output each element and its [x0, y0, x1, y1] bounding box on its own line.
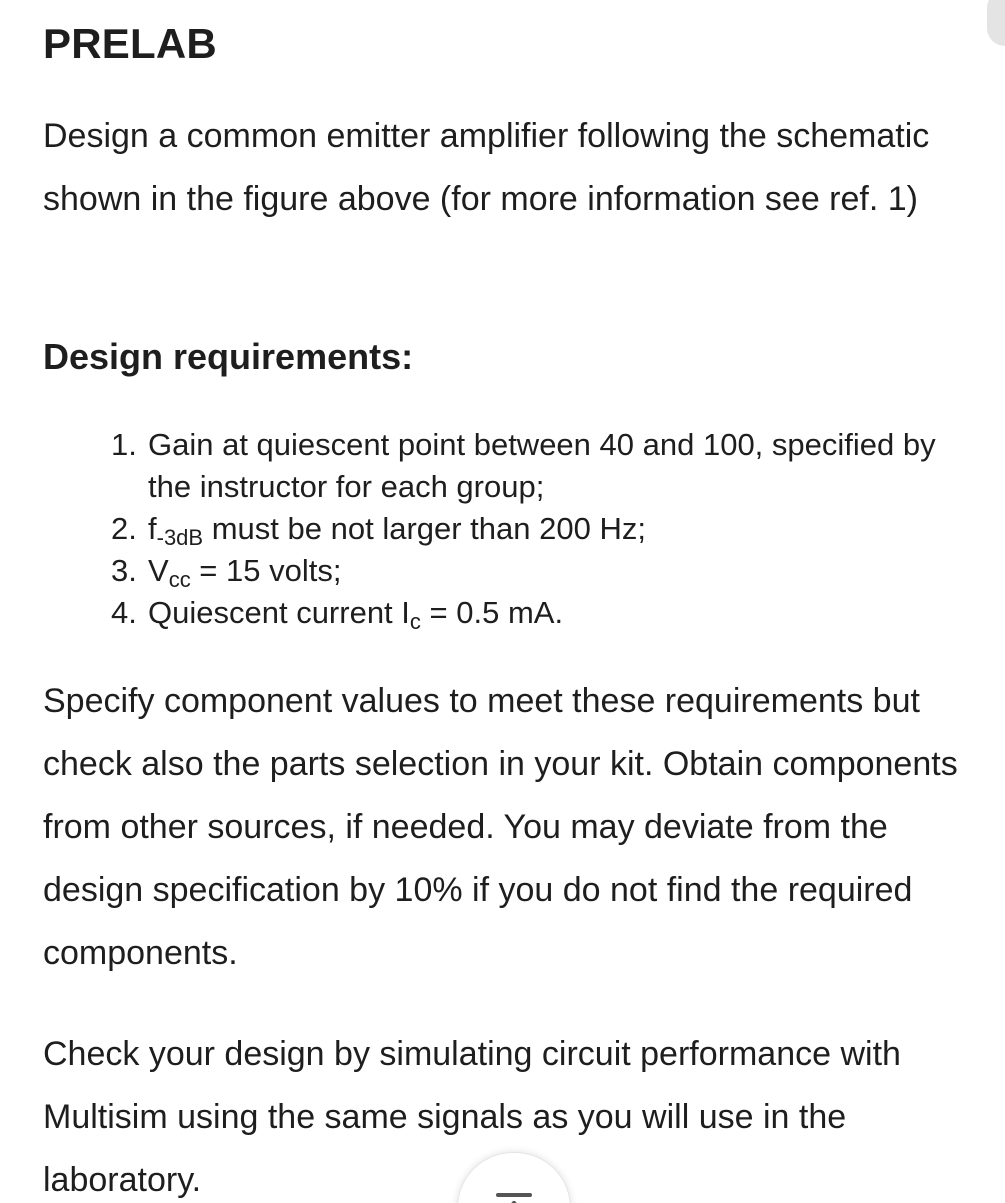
specify-paragraph: Specify component values to meet these requirements but check also the parts selection in your kit. Obtain components from other sources, if needed. You may deviate from the design specification by 10% if you do not find the required components. [43, 682, 958, 972]
requirement-number: 1. [111, 427, 137, 462]
requirement-item [111, 592, 973, 634]
requirement-item [111, 550, 973, 592]
arrow-up-to-line-icon [494, 1189, 534, 1203]
requirements-list [111, 424, 973, 634]
requirement-text-pre: Quiescent current I [148, 595, 410, 630]
requirement-item [111, 508, 973, 550]
requirement-number: 4. [111, 595, 137, 630]
requirement-text-post: = 0.5 mA. [420, 595, 564, 630]
check-paragraph: Check your design by simulating circuit performance with Multisim using the same signals as you will use in the laboratory. [43, 1035, 901, 1199]
page-title: PRELAB [43, 20, 217, 67]
requirement-subscript: c [409, 609, 421, 634]
scrollbar-tab[interactable] [987, 0, 1005, 46]
requirements-heading: Design requirements: [43, 336, 414, 377]
requirement-text-post: = 15 volts; [190, 553, 342, 588]
requirement-number: 3. [111, 553, 137, 588]
intro-paragraph: Design a common emitter amplifier following the schematic shown in the figure above (for more information see ref. 1) [43, 117, 930, 218]
requirement-number: 2. [111, 511, 137, 546]
requirement-text-post: must be not larger than 200 Hz; [203, 511, 646, 546]
requirement-text-pre: V [148, 553, 169, 588]
requirement-subscript: cc [168, 567, 191, 592]
requirement-text: Gain at quiescent point between 40 and 100, specified by the instructor for each group; [148, 427, 936, 504]
requirement-item [111, 424, 973, 508]
requirement-subscript: -3dB [156, 525, 204, 550]
requirement-text-pre: f [148, 511, 157, 546]
